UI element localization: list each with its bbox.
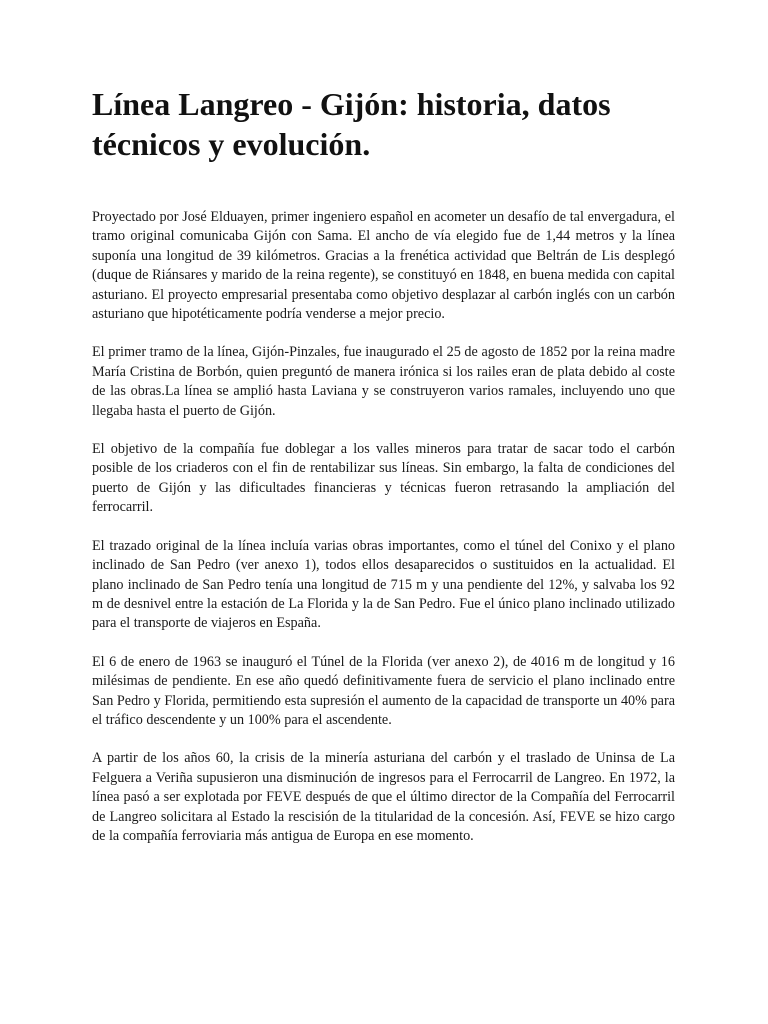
paragraph: El trazado original de la línea incluía varias obras importantes, como el túnel del Conixo y el plano inclinado de San Pedro (ver anexo 1), todos ellos desaparecidos o sustituidos en la actualidad. El plano inclinado de San Pedro tenía una longitud de 715 m y una pendiente del 12%, y salvaba los 92 m de desnivel entre la estación de La Florida y la de San Pedro. Fue el único plano inclinado utilizado para el transporte de viajeros en España. (92, 537, 675, 632)
paragraph: El primer tramo de la línea, Gijón-Pinzales, fue inaugurado el 25 de agosto de 1852 por la reina madre María Cristina de Borbón, quien preguntó de manera irónica si los railes eran de plata debido al coste de las obras.La línea se amplió hasta Laviana y se construyeron varios ramales, incluyendo uno que llegaba hasta el puerto de Gijón. (92, 344, 675, 419)
paragraph: El 6 de enero de 1963 se inauguró el Túnel de la Florida (ver anexo 2), de 4016 m de longitud y 16 milésimas de pendiente. En ese año quedó definitivamente fuera de servicio el plano inclinado entre San Pedro y Florida, permitiendo esta supresión el aumento de la capacidad de transporte un 40% para el tráfico descendente y un 100% para el ascendente. (92, 653, 675, 728)
document-body (92, 208, 675, 846)
document-page (92, 84, 675, 865)
document-title: Línea Langreo - Gijón: historia, datos técnicos y evolución. (92, 86, 611, 162)
paragraph: A partir de los años 60, la crisis de la minería asturiana del carbón y el traslado de Uninsa de La Felguera a Veriña supusieron una disminución de ingresos para el Ferrocarril de Langreo. En 1972, la línea pasó a ser explotada por FEVE después de que el último director de la Compañía del Ferrocarril de Langreo solicitara al Estado la rescisión de la titularidad de la concesión. Así, FEVE se hizo cargo de la compañía ferroviaria más antigua de Europa en ese momento. (92, 750, 675, 844)
paragraph: El objetivo de la compañía fue doblegar a los valles mineros para tratar de sacar todo el carbón posible de los criaderos con el fin de rentabilizar sus líneas. Sin embargo, la falta de condiciones del puerto de Gijón y las dificultades financieras y técnicas fueron retrasando la ampliación del ferrocarril. (92, 441, 675, 516)
paragraph: Proyectado por José Elduayen, primer ingeniero español en acometer un desafío de tal envergadura, el tramo original comunicaba Gijón con Sama. El ancho de vía elegido fue de 1,44 metros y la línea suponía una longitud de 39 kilómetros. Gracias a la frenética actividad que Beltrán de Lis desplegó (duque de Riánsares y marido de la reina regente), se constituyó en 1848, en buena medida con capital asturiano. El proyecto empresarial presentaba como objetivo desplazar al carbón inglés con un carbón asturiano que hipotéticamente podría venderse a mejor precio. (92, 209, 675, 323)
